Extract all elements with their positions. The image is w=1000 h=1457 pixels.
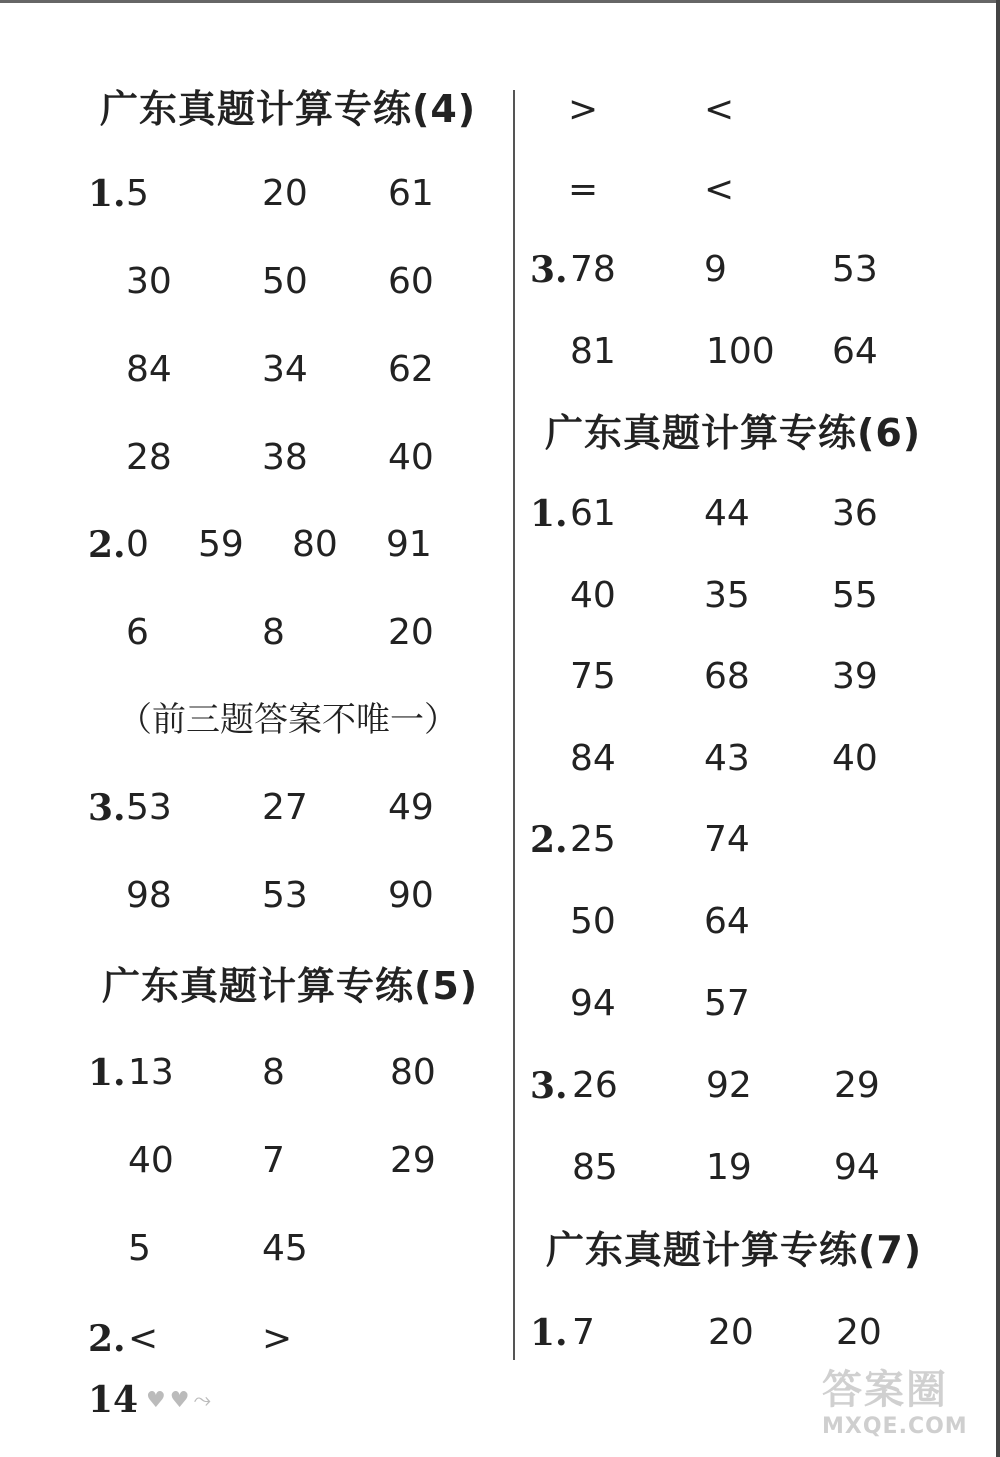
answer-value: = [568,169,599,210]
answer-value: 92 [706,1065,752,1106]
answer-value: 34 [262,349,308,390]
answer-value: 75 [570,656,616,697]
answer-value: 19 [706,1147,752,1188]
watermark-logo-text: 答案圈 [822,1367,948,1413]
answer-value: 84 [570,738,616,779]
answer-value: 8 [262,612,285,653]
question-label: 1. [530,493,568,535]
answer-value: 9 [704,249,727,290]
answer-value: 53 [126,787,172,828]
answer-value: 44 [704,493,750,534]
answer-value: 49 [388,787,434,828]
answer-value: 20 [388,612,434,653]
question-label: 2. [88,1318,126,1360]
answer-value: 94 [834,1147,880,1188]
answer-value: 7 [572,1312,595,1353]
answer-value: 53 [832,249,878,290]
answer-value: 62 [388,349,434,390]
answer-value: 43 [704,738,750,779]
answer-value: < [128,1318,159,1359]
question-label: 1. [88,1052,126,1094]
answer-value: 64 [704,901,750,942]
answer-value: 57 [704,983,750,1024]
answer-value: < [704,89,735,130]
answer-value: 68 [704,656,750,697]
answer-value: 38 [262,437,308,478]
question-label: 1. [88,173,126,215]
page-number: 14 [88,1379,139,1421]
answer-value: 6 [126,612,149,653]
watermark-url: MXQE.COM [822,1414,968,1439]
answer-value: 40 [832,738,878,779]
column-divider [513,90,515,1360]
page-right-edge [996,0,1000,1457]
section-title-5: 广东真题计算专练(5) [102,964,479,1008]
answer-value: 28 [126,437,172,478]
question-label: 3. [88,787,126,829]
answer-value: 74 [704,819,750,860]
answer-value: 78 [570,249,616,290]
answer-value: 64 [832,331,878,372]
answer-value: 60 [388,261,434,302]
answer-value: 27 [262,787,308,828]
answer-value: 29 [834,1065,880,1106]
answer-value: > [262,1318,293,1359]
answer-value: 53 [262,875,308,916]
answer-value: 0 [126,524,149,565]
answer-value: 61 [570,493,616,534]
section-title-7: 广东真题计算专练(7) [546,1228,923,1272]
answer-value: 85 [572,1147,618,1188]
answer-value: 90 [388,875,434,916]
answer-value: 50 [570,901,616,942]
answer-value: 36 [832,493,878,534]
page-top-edge [0,0,1000,3]
answer-value: 5 [128,1228,151,1269]
answer-value: 30 [126,261,172,302]
answer-value: 20 [262,173,308,214]
answer-value: 5 [126,173,149,214]
answer-value: 80 [390,1052,436,1093]
answer-value: > [568,89,599,130]
answer-value: 81 [570,331,616,372]
answer-value: 7 [262,1140,285,1181]
answer-value: 55 [832,575,878,616]
answer-value: 29 [390,1140,436,1181]
answer-value: 80 [292,524,338,565]
answer-value: 100 [706,331,775,372]
section-title-6: 广东真题计算专练(6) [545,411,922,455]
answer-value: 20 [836,1312,882,1353]
answer-value: 8 [262,1052,285,1093]
answer-value: 50 [262,261,308,302]
answer-value: 25 [570,819,616,860]
answer-value: 40 [128,1140,174,1181]
answer-value: 84 [126,349,172,390]
answer-value: 59 [198,524,244,565]
answer-value: 45 [262,1228,308,1269]
question-label: 3. [530,249,568,291]
question-label: 2. [530,819,568,861]
section-title-4: 广东真题计算专练(4) [100,87,477,131]
answer-value: 13 [128,1052,174,1093]
answer-value: 39 [832,656,878,697]
answer-value: 20 [708,1312,754,1353]
answer-note: （前三题答案不唯一） [118,700,458,740]
answer-value: 94 [570,983,616,1024]
question-label: 3. [530,1065,568,1107]
answer-value: 35 [704,575,750,616]
question-label: 2. [88,524,126,566]
watermark-logo [822,1367,992,1450]
answer-value: < [704,169,735,210]
answer-value: 98 [126,875,172,916]
answer-value: 91 [386,524,432,565]
answer-value: 40 [570,575,616,616]
answer-value: 40 [388,437,434,478]
answer-value: 61 [388,173,434,214]
question-label: 1. [530,1312,568,1354]
heart-decoration-icon: ♥♥⤳ [146,1388,216,1413]
answer-value: 26 [572,1065,618,1106]
